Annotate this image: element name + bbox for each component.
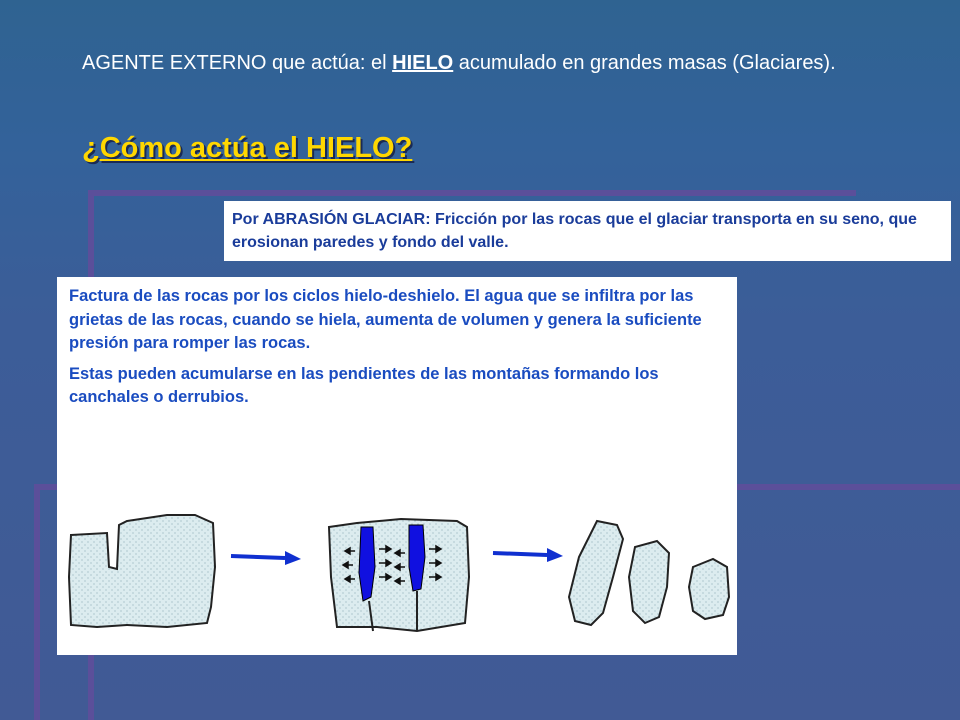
intro-text	[82, 48, 882, 78]
decorative-bar-top	[88, 190, 856, 196]
arrow-right-icon	[493, 548, 563, 562]
rock-fragment-icon	[569, 521, 729, 625]
abrasion-text: Por ABRASIÓN GLACIAR: Fricción por las rocas que el glaciar transporta en su seno, que erosionan paredes y fondo del valle.	[232, 211, 917, 251]
decorative-bar-left-inner	[88, 655, 94, 720]
arrow-right-icon	[231, 551, 301, 565]
intro-suffix: acumulado en grandes masas (Glaciares).	[453, 52, 836, 74]
gelifraction-paragraph-2: Estas pueden acumularse en las pendientes de las montañas formando los canchales o derrubios.	[69, 364, 659, 406]
gelifraction-figure	[57, 277, 737, 655]
abrasion-box	[224, 201, 951, 261]
ice-crack-icon	[329, 519, 469, 631]
intro-prefix: AGENTE EXTERNO que actúa: el	[82, 52, 393, 74]
gelifraction-diagram	[57, 277, 737, 655]
decorative-bar-left-lower	[34, 484, 40, 720]
hielo-highlight: HIELO	[392, 52, 454, 74]
question-heading: ¿Cómo actúa el HIELO?	[82, 132, 413, 164]
decorative-bar-left	[88, 190, 94, 280]
gelifraction-paragraph-1: Factura de las rocas por los ciclos hielo-deshielo. El agua que se infiltra por las grietas de las rocas, cuando se hiela, aumenta de volumen y genera la suficiente presión para romper las rocas.	[69, 287, 702, 352]
rock-icon	[69, 515, 215, 627]
